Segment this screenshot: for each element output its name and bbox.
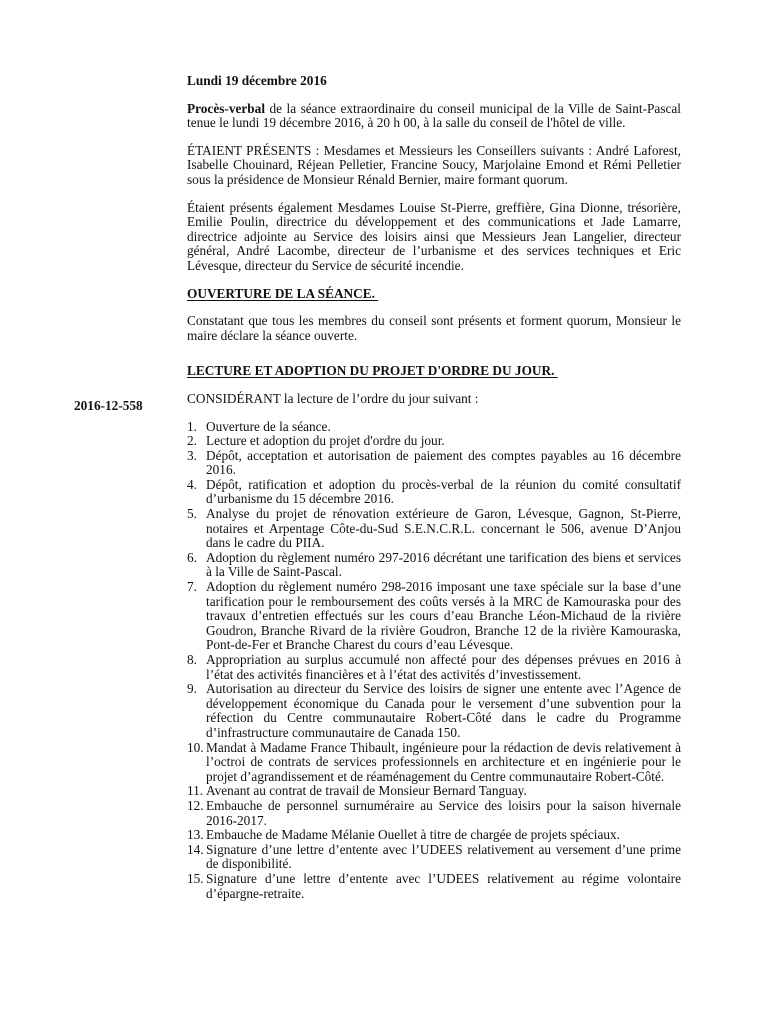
attendance-paragraph: ÉTAIENT PRÉSENTS : Mesdames et Messieurs les Conseillers suivants : André Laforest, Isabelle Chouinard, Réjean Pelletier, Francine Soucy, Marjolaine Emond et Rémi Pelletier sous la présidence de Monsieur Rénald Bernier, maire formant quorum. (187, 142, 681, 187)
agenda-item-text: Ouverture de la séance. (206, 418, 331, 434)
agenda-item-number: 3. (187, 447, 197, 463)
resolution-heading: LECTURE ET ADOPTION DU PROJET D'ORDRE DU JOUR. (187, 363, 558, 379)
agenda-list (187, 420, 681, 902)
agenda-item (187, 653, 681, 682)
agenda-item-number: 6. (187, 549, 197, 565)
agenda-item (187, 420, 681, 435)
agenda-item-text: Embauche de Madame Mélanie Ouellet à titre de chargée de projets spéciaux. (206, 827, 620, 843)
agenda-item-text: Mandat à Madame France Thibault, ingénieure pour la rédaction de devis relativement à l’octroi de contrats de services professionnels en architecture et en ingénierie pour le projet d’agrandissement et de réaménagement du Centre communautaire Robert-Côté. (206, 739, 681, 784)
agenda-item (187, 434, 681, 449)
agenda-item (187, 580, 681, 653)
agenda-item-text: Embauche de personnel surnuméraire au Service des loisirs pour la saison hivernale 2016-2017. (206, 797, 681, 828)
agenda-item (187, 799, 681, 828)
agenda-item-number: 13. (187, 827, 204, 843)
agenda-item-number: 1. (187, 418, 197, 434)
intro-paragraph (187, 102, 681, 131)
agenda-item (187, 507, 681, 551)
opening-heading: OUVERTURE DE LA SÉANCE. (187, 285, 379, 301)
agenda-item-text: Lecture et adoption du projet d'ordre du jour. (206, 433, 445, 449)
agenda-item-number: 7. (187, 579, 197, 595)
agenda-item-number: 12. (187, 797, 204, 813)
agenda-item-text: Dépôt, ratification et adoption du procès-verbal de la réunion du comité consultatif d’urbanisme du 15 décembre 2016. (206, 476, 681, 507)
agenda-item (187, 449, 681, 478)
agenda-item-number: 2. (187, 433, 197, 449)
agenda-item-text: Analyse du projet de rénovation extérieure de Garon, Lévesque, Gagnon, St-Pierre, notaires et Arpentage Côte-du-Sud S.E.N.C.R.L. concernant le 506, avenue D’Anjou dans le cadre du PIIA. (206, 506, 681, 551)
agenda-item-text: Adoption du règlement numéro 298-2016 imposant une taxe spéciale sur la base d’une tarification pour le remboursement des coûts versés à la MRC de Kamouraska pour des travaux d’entretien effectués sur les cours d’eau Branche Léon-Michaud de la rivière Goudron, Branche Rivard de la rivière Goudron, Branche 12 de la rivière Kamouraska, Pont-de-Fer et Branche Charest du cours d’eau Lévesque. (206, 579, 681, 653)
agenda-item-number: 9. (187, 681, 197, 697)
meeting-date: Lundi 19 décembre 2016 (187, 73, 327, 88)
opening-paragraph: Constatant que tous les membres du conseil sont présents et forment quorum, Monsieur le maire déclare la séance ouverte. (187, 313, 681, 343)
also-present-paragraph: Étaient présents également Mesdames Louise St-Pierre, greffière, Gina Dionne, trésorière, Emilie Poulin, directrice du développement et des communications et Jade Lamarre, directrice adjointe au Service des loisirs ainsi que Messieurs Jean Langelier, directeur général, André Lacombe, directeur de l’urbanisme et des services techniques et Eric Lévesque, directeur du Service de sécurité incendie. (187, 199, 681, 273)
agenda-item (187, 741, 681, 785)
agenda-item (187, 682, 681, 740)
agenda-item-text: Adoption du règlement numéro 297-2016 décrétant une tarification des biens et services à la Ville de Saint-Pascal. (206, 549, 681, 580)
agenda-item (187, 843, 681, 872)
agenda-item-number: 4. (187, 476, 197, 492)
agenda-item-text: Appropriation au surplus accumulé non affecté pour des dépenses prévues en 2016 à l’état des activités financières et à l’état des activités d’investissement. (206, 652, 681, 682)
intro-text: de la séance extraordinaire du conseil municipal de la Ville de Saint-Pascal tenue le lundi 19 décembre 2016, à 20 h 00, à la salle du conseil de l'hôtel de ville. (187, 100, 681, 131)
agenda-item-text: Autorisation au directeur du Service des loisirs de signer une entente avec l’Agence de développement économique du Canada pour le versement d’une subvention pour la réfection du Centre communautaire Robert-Côté dans le cadre du Programme d’infrastructure communautaire de Canada 150. (206, 681, 681, 740)
agenda-item (187, 828, 681, 843)
agenda-item-text: Avenant au contrat de travail de Monsieur Bernard Tanguay. (206, 783, 527, 799)
agenda-item (187, 551, 681, 580)
document-body (187, 74, 681, 901)
agenda-item-text: Signature d’une lettre d’entente avec l’UDEES relativement au régime volontaire d’épargne-retraite. (206, 870, 681, 901)
agenda-item (187, 872, 681, 901)
agenda-item-number: 8. (187, 652, 197, 667)
agenda-item-number: 15. (187, 870, 204, 886)
agenda-item-number: 11. (187, 783, 204, 799)
considering-paragraph: CONSIDÉRANT la lecture de l’ordre du jour suivant : (187, 390, 479, 406)
agenda-item-number: 14. (187, 841, 204, 857)
agenda-item-text: Signature d’une lettre d’entente avec l’UDEES relativement au versement d’une prime de disponibilité. (206, 841, 681, 872)
agenda-item (187, 784, 681, 799)
agenda-item-number: 10. (187, 739, 204, 755)
resolution-number: 2016-12-558 (74, 398, 143, 413)
agenda-item-text: Dépôt, acceptation et autorisation de paiement des comptes payables au 16 décembre 2016. (206, 447, 681, 478)
agenda-item (187, 478, 681, 507)
intro-title: Procès-verbal (187, 100, 266, 116)
agenda-item-number: 5. (187, 506, 197, 522)
